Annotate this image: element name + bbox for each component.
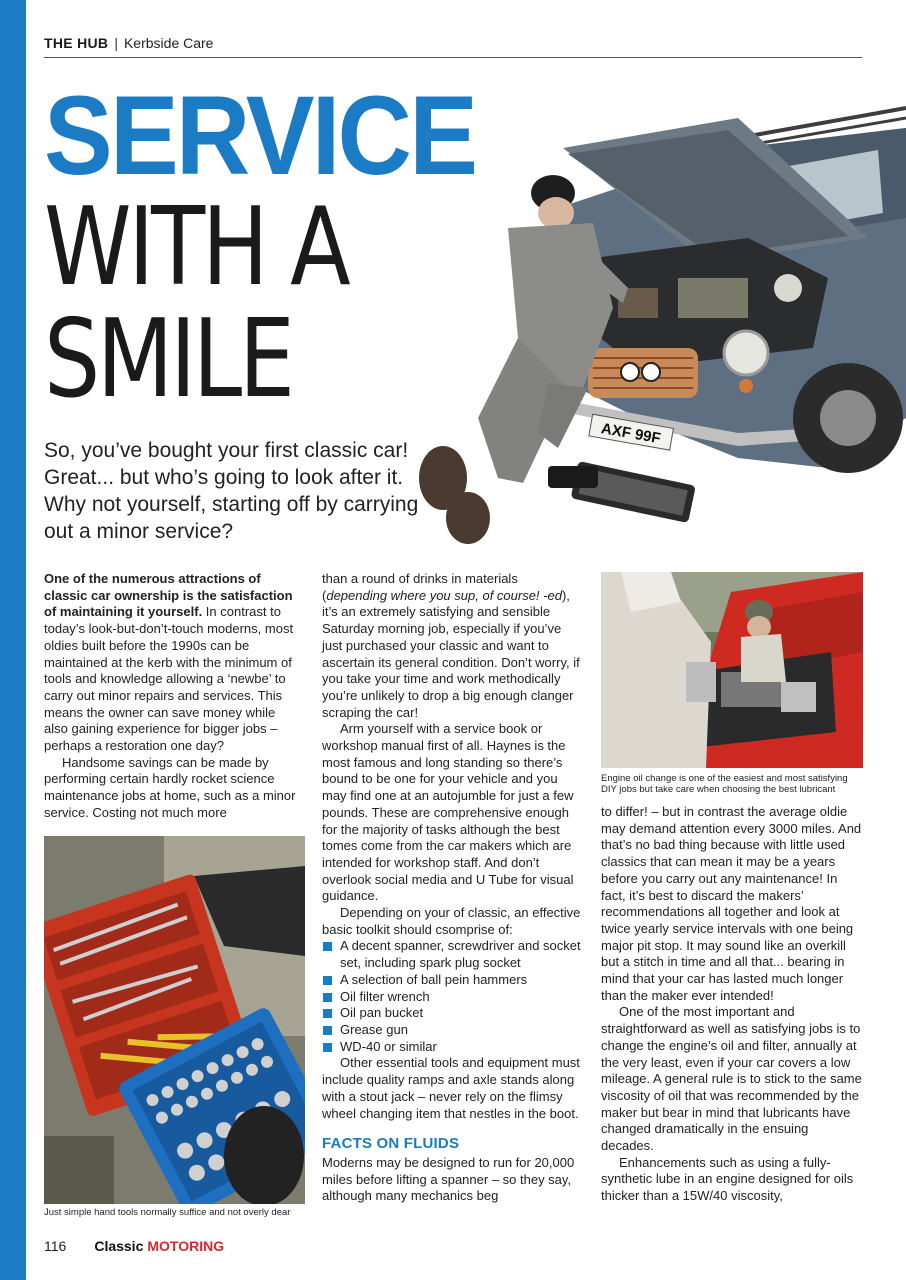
list-item: Oil filter wrench bbox=[322, 989, 584, 1006]
photo-toolboxes bbox=[44, 836, 305, 1204]
col3-paragraph-1: to differ! – but in contrast the average oldie may demand attention every 3000 miles. And that’s no bad thing because with little used classics that can mean it may be a years before you carry out any maintenance! In fact, it’s best to discard the makers’ recommendations all together and look at twice yearly service intervals with one being major pit stop. It may sound like an overkill but a stitch in time and all that... bearing in mind that your car has lasted much longer than the maker ever intended! bbox=[601, 804, 862, 1003]
page-number: 116 bbox=[44, 1238, 67, 1254]
col2-paragraph-5: Moderns may be designed to run for 20,000 miles before lifting a spanner – so they say, although many mechanics beg bbox=[322, 1154, 575, 1204]
col2-p1-start: than a round of drinks in materials ( bbox=[322, 571, 518, 603]
col2-paragraph-2: Arm yourself with a service book or workshop manual first of all. Haynes is the most famous and long standing so there’s bound to be one for your vehicle and you may find one at an autojumble for just a few pounds. These are comprehensive enough for the majority of tasks although the best tomes come from the car makers which are intended for workshop staff. And don’t overlook social media and U Tube for visual guidance. bbox=[322, 721, 574, 904]
hero-photo-mechanic-car bbox=[408, 88, 906, 558]
col3-paragraph-2: One of the most important and straightforward as well as satisfying jobs is to change the engine’s oil and filter, annually at the very least, even if your car covers a low mileage. A general rule is to stick to the same viscosity of oil that was recommended by the maker but bear in mind that lubricants have changed dramatically in the ensuing decades. bbox=[601, 1004, 862, 1154]
list-item: Grease gun bbox=[322, 1022, 584, 1039]
hero-plate-text: AXF 99F bbox=[599, 420, 662, 448]
col2-paragraph-1 bbox=[322, 571, 584, 721]
list-item: A decent spanner, screwdriver and socket set, including spark plug socket bbox=[322, 938, 584, 971]
col1-paragraph-1 bbox=[44, 571, 302, 755]
headline-line-2: WITH A bbox=[44, 185, 348, 310]
article-column-1 bbox=[44, 571, 302, 822]
magazine-logo-motoring: MOTORING bbox=[147, 1238, 225, 1254]
page-footer bbox=[44, 1238, 224, 1254]
list-item: Oil pan bucket bbox=[322, 1005, 584, 1022]
left-accent-bar bbox=[0, 0, 26, 1280]
caption-engine: Engine oil change is one of the easiest and most satisfying DIY jobs but take care when choosing the best lubricant bbox=[601, 773, 848, 795]
toolkit-list bbox=[322, 938, 584, 1055]
header-separator: | bbox=[114, 34, 118, 51]
magazine-logo-classic: Classic bbox=[94, 1238, 144, 1254]
section-header bbox=[44, 28, 862, 58]
list-item: WD-40 or similar bbox=[322, 1039, 584, 1056]
list-item: A selection of ball pein hammers bbox=[322, 972, 584, 989]
col2-paragraph-4: Other essential tools and equipment must include quality ramps and axle stands along with a stout jack – never rely on the flimsy wheel changing item that nestles in the boot. bbox=[322, 1055, 580, 1121]
headline-line-1: SERVICE bbox=[44, 73, 476, 198]
standfirst: So, you’ve bought your first classic car! Great... but who’s going to look after it. Why not yourself, starting off by carrying out a minor service? bbox=[44, 439, 419, 543]
col2-p1-end: ), it’s an extremely satisfying and sensible Saturday morning job, especially if you’ve just purchased your classic and want to ascertain its general condition. Don’t worry, if you take your time and work methodically you’re unlikely to drop a big enough clanger scraping the car! bbox=[322, 587, 580, 720]
col3-paragraph-3: Enhancements such as using a fully-synthetic lube in an engine designed for oils thicker than a 15W/40 viscosity, bbox=[601, 1154, 854, 1204]
lead-in-bold: One of the numerous attractions of classic car ownership is the satisfaction of maintaining it yourself. bbox=[44, 571, 293, 620]
lead-in-rest: In contrast to today’s look-but-don’t-touch moderns, most oldies built before the 1990s can be maintained at the kerb with the minimum of tools and knowledge allowing a ‘newbe’ to carry out minor repairs and services. This means the owner can save money while also gaining experience for bigger jobs – perhaps a restoration one day? bbox=[44, 604, 294, 754]
subhead-facts-on-fluids: FACTS ON FLUIDS bbox=[322, 1135, 460, 1153]
col2-paragraph-3: Depending on your of classic, an effective basic toolkit should csomprise of: bbox=[322, 905, 581, 937]
headline-line-3: SMILE bbox=[44, 297, 292, 422]
article-column-2 bbox=[322, 571, 584, 1205]
photo-engine-oil-change bbox=[601, 572, 863, 768]
section-name: Kerbside Care bbox=[123, 34, 214, 51]
section-label: THE HUB bbox=[44, 34, 109, 51]
col1-paragraph-2: Handsome savings can be made by performing certain hardly rocket science maintenance jobs at home, such as a minor service. Costing not much more bbox=[44, 754, 296, 820]
caption-toolboxes: Just simple hand tools normally suffice and not overly dear bbox=[44, 1207, 291, 1218]
editor-note: depending where you sup, of course! -ed bbox=[326, 587, 562, 603]
article-column-3 bbox=[601, 804, 863, 1205]
